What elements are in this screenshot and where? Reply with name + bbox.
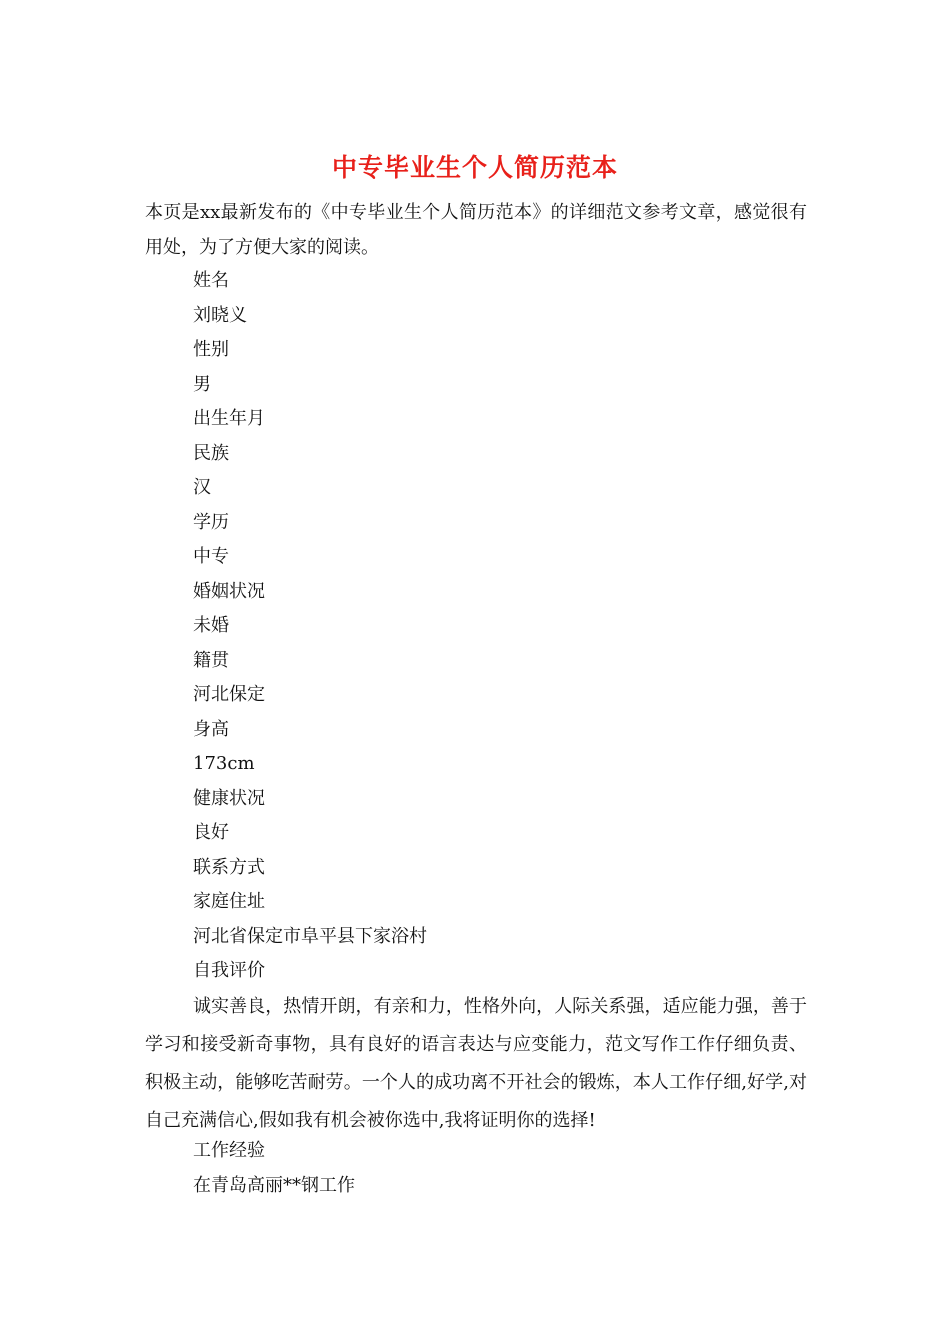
field-line: 性别: [193, 339, 229, 360]
work-experience-item: 在青岛高丽**钢工作: [193, 1174, 355, 1196]
document-title: 中专毕业生个人简历范本: [331, 153, 618, 182]
field-line: 未婚: [193, 615, 229, 636]
field-line: 汉: [193, 477, 211, 498]
field-line: 姓名: [193, 270, 229, 291]
field-line: 身高: [193, 718, 229, 740]
field-line: 良好: [193, 822, 229, 843]
field-line: 173cm: [193, 753, 255, 774]
field-line: 自我评价: [193, 960, 265, 981]
field-line: 健康状况: [193, 787, 265, 809]
field-line: 男: [193, 373, 211, 395]
field-line: 婚姻状况: [193, 580, 265, 602]
field-line: 联系方式: [193, 856, 265, 878]
field-line: 河北保定: [193, 684, 265, 705]
field-line: 学历: [193, 511, 229, 533]
field-line: 家庭住址: [193, 891, 265, 912]
field-line: 出生年月: [193, 408, 265, 429]
work-experience-section: [145, 1134, 807, 1203]
intro-paragraph: 本页是xx最新发布的《中专毕业生个人简历范本》的详细范文参考文章，感觉很有用处，为了方便大家的阅读。: [145, 202, 807, 258]
field-line: 籍贯: [193, 649, 229, 671]
work-experience-label: 工作经验: [193, 1140, 265, 1161]
field-line: 中专: [193, 546, 229, 567]
field-line: 河北省保定市阜平县下家浴村: [193, 925, 427, 947]
resume-fields: [145, 264, 807, 989]
field-line: 民族: [193, 442, 229, 464]
field-line: 刘晓义: [193, 304, 247, 326]
self-evaluation-paragraph: 诚实善良，热情开朗，有亲和力，性格外向，人际关系强，适应能力强，善于学习和接受新奇事物，具有良好的语言表达与应变能力，范文写作工作仔细负责、积极主动，能够吃苦耐劳。一个人的成功离不开社会的锻炼，本人工作仔细,好学,对自己充满信心,假如我有机会被你选中,我将证明你的选择!: [145, 996, 807, 1131]
